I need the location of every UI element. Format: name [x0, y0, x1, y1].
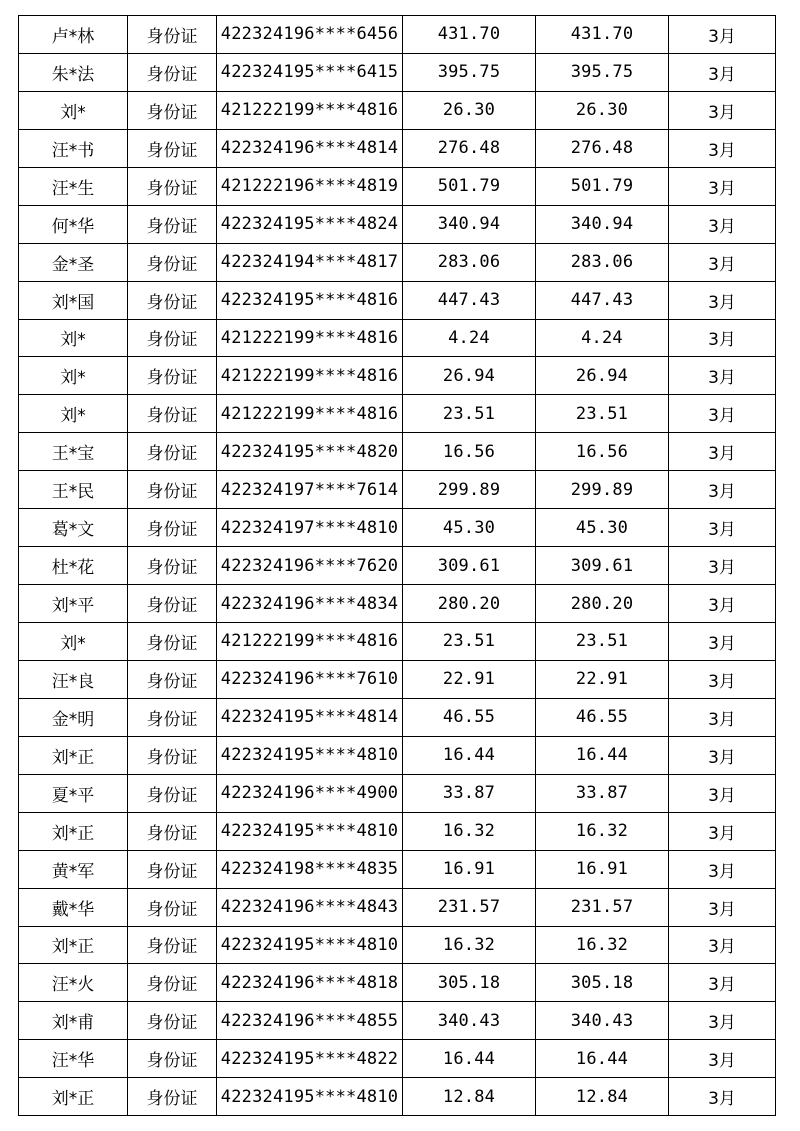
cell-id-type: 身份证: [128, 623, 217, 661]
cell-id-type: 身份证: [128, 1040, 217, 1078]
cell-month: 3月: [669, 471, 776, 509]
cell-id-number: 422324195****4814: [217, 698, 403, 736]
cell-amount: 340.94: [403, 205, 536, 243]
cell-id-number: 422324197****4810: [217, 509, 403, 547]
cell-id-number: 422324196****4814: [217, 129, 403, 167]
cell-id-number: 422324197****7614: [217, 471, 403, 509]
cell-month: 3月: [669, 53, 776, 91]
cell-paid-amount: 309.61: [536, 547, 669, 585]
cell-month: 3月: [669, 205, 776, 243]
cell-id-number: 422324196****4855: [217, 1002, 403, 1040]
cell-id-number: 422324196****7610: [217, 660, 403, 698]
cell-name: 刘*: [19, 319, 128, 357]
cell-paid-amount: 395.75: [536, 53, 669, 91]
cell-month: 3月: [669, 395, 776, 433]
cell-amount: 395.75: [403, 53, 536, 91]
cell-paid-amount: 33.87: [536, 774, 669, 812]
cell-amount: 23.51: [403, 395, 536, 433]
cell-id-type: 身份证: [128, 850, 217, 888]
cell-id-number: 422324196****4900: [217, 774, 403, 812]
cell-name: 卢*林: [19, 16, 128, 54]
cell-month: 3月: [669, 91, 776, 129]
cell-name: 汪*书: [19, 129, 128, 167]
cell-id-number: 422324195****4810: [217, 812, 403, 850]
table-row: [19, 509, 776, 547]
cell-paid-amount: 12.84: [536, 1078, 669, 1116]
table-row: [19, 623, 776, 661]
cell-id-number: 422324195****4810: [217, 926, 403, 964]
table-row: [19, 471, 776, 509]
cell-amount: 305.18: [403, 964, 536, 1002]
cell-id-number: 421222199****4816: [217, 319, 403, 357]
cell-id-type: 身份证: [128, 281, 217, 319]
cell-id-type: 身份证: [128, 698, 217, 736]
cell-amount: 26.30: [403, 91, 536, 129]
table-row: [19, 205, 776, 243]
cell-name: 金*圣: [19, 243, 128, 281]
cell-paid-amount: 16.32: [536, 926, 669, 964]
cell-id-type: 身份证: [128, 167, 217, 205]
cell-name: 黄*军: [19, 850, 128, 888]
table-row: [19, 660, 776, 698]
cell-name: 夏*平: [19, 774, 128, 812]
cell-paid-amount: 16.32: [536, 812, 669, 850]
cell-paid-amount: 16.44: [536, 736, 669, 774]
cell-amount: 12.84: [403, 1078, 536, 1116]
cell-id-number: 422324196****4818: [217, 964, 403, 1002]
cell-amount: 231.57: [403, 888, 536, 926]
table-row: [19, 698, 776, 736]
cell-id-number: 422324195****4822: [217, 1040, 403, 1078]
cell-name: 王*民: [19, 471, 128, 509]
cell-month: 3月: [669, 774, 776, 812]
cell-name: 金*明: [19, 698, 128, 736]
table-row: [19, 433, 776, 471]
table-row: [19, 850, 776, 888]
cell-id-type: 身份证: [128, 1078, 217, 1116]
cell-paid-amount: 23.51: [536, 623, 669, 661]
cell-month: 3月: [669, 547, 776, 585]
cell-amount: 16.32: [403, 926, 536, 964]
cell-paid-amount: 299.89: [536, 471, 669, 509]
cell-paid-amount: 280.20: [536, 585, 669, 623]
cell-id-type: 身份证: [128, 395, 217, 433]
cell-name: 戴*华: [19, 888, 128, 926]
cell-id-type: 身份证: [128, 205, 217, 243]
cell-id-type: 身份证: [128, 319, 217, 357]
cell-paid-amount: 4.24: [536, 319, 669, 357]
cell-id-type: 身份证: [128, 1002, 217, 1040]
cell-name: 汪*火: [19, 964, 128, 1002]
cell-name: 刘*: [19, 623, 128, 661]
cell-name: 刘*甫: [19, 1002, 128, 1040]
cell-paid-amount: 340.43: [536, 1002, 669, 1040]
table-row: [19, 774, 776, 812]
cell-paid-amount: 501.79: [536, 167, 669, 205]
cell-month: 3月: [669, 281, 776, 319]
cell-id-number: 422324194****4817: [217, 243, 403, 281]
table-row: [19, 547, 776, 585]
cell-amount: 340.43: [403, 1002, 536, 1040]
table-row: [19, 395, 776, 433]
cell-amount: 276.48: [403, 129, 536, 167]
table-row: [19, 91, 776, 129]
cell-name: 王*宝: [19, 433, 128, 471]
cell-amount: 22.91: [403, 660, 536, 698]
table-row: [19, 736, 776, 774]
cell-id-number: 421222196****4819: [217, 167, 403, 205]
cell-name: 刘*: [19, 357, 128, 395]
cell-id-type: 身份证: [128, 774, 217, 812]
cell-id-number: 422324196****6456: [217, 16, 403, 54]
table-row: [19, 281, 776, 319]
cell-id-type: 身份证: [128, 509, 217, 547]
cell-amount: 431.70: [403, 16, 536, 54]
cell-month: 3月: [669, 129, 776, 167]
cell-amount: 23.51: [403, 623, 536, 661]
cell-name: 葛*文: [19, 509, 128, 547]
cell-amount: 16.56: [403, 433, 536, 471]
table-row: [19, 319, 776, 357]
cell-month: 3月: [669, 964, 776, 1002]
cell-amount: 4.24: [403, 319, 536, 357]
cell-id-type: 身份证: [128, 357, 217, 395]
table-row: [19, 357, 776, 395]
cell-month: 3月: [669, 698, 776, 736]
cell-id-type: 身份证: [128, 547, 217, 585]
cell-id-number: 422324198****4835: [217, 850, 403, 888]
cell-id-type: 身份证: [128, 129, 217, 167]
cell-id-number: 422324196****4843: [217, 888, 403, 926]
cell-amount: 26.94: [403, 357, 536, 395]
cell-name: 何*华: [19, 205, 128, 243]
cell-amount: 33.87: [403, 774, 536, 812]
cell-id-type: 身份证: [128, 243, 217, 281]
cell-amount: 283.06: [403, 243, 536, 281]
cell-id-type: 身份证: [128, 471, 217, 509]
cell-id-type: 身份证: [128, 660, 217, 698]
cell-month: 3月: [669, 585, 776, 623]
cell-name: 刘*正: [19, 812, 128, 850]
cell-id-number: 422324195****4816: [217, 281, 403, 319]
cell-amount: 46.55: [403, 698, 536, 736]
cell-id-type: 身份证: [128, 53, 217, 91]
cell-id-type: 身份证: [128, 433, 217, 471]
cell-name: 刘*正: [19, 736, 128, 774]
cell-id-number: 421222199****4816: [217, 91, 403, 129]
table-row: [19, 585, 776, 623]
cell-id-number: 422324196****7620: [217, 547, 403, 585]
cell-month: 3月: [669, 16, 776, 54]
cell-id-type: 身份证: [128, 926, 217, 964]
cell-month: 3月: [669, 812, 776, 850]
cell-month: 3月: [669, 736, 776, 774]
cell-paid-amount: 16.44: [536, 1040, 669, 1078]
cell-id-number: 422324195****6415: [217, 53, 403, 91]
cell-amount: 299.89: [403, 471, 536, 509]
table-row: [19, 16, 776, 54]
cell-id-type: 身份证: [128, 888, 217, 926]
table-row: [19, 1002, 776, 1040]
cell-id-number: 422324195****4824: [217, 205, 403, 243]
cell-paid-amount: 46.55: [536, 698, 669, 736]
subsidy-table: [18, 15, 776, 1116]
cell-name: 朱*法: [19, 53, 128, 91]
cell-id-type: 身份证: [128, 16, 217, 54]
cell-month: 3月: [669, 660, 776, 698]
cell-id-number: 421222199****4816: [217, 623, 403, 661]
cell-paid-amount: 26.94: [536, 357, 669, 395]
table-body: [19, 16, 776, 1116]
cell-amount: 45.30: [403, 509, 536, 547]
cell-amount: 280.20: [403, 585, 536, 623]
cell-id-type: 身份证: [128, 736, 217, 774]
cell-month: 3月: [669, 319, 776, 357]
table-row: [19, 964, 776, 1002]
cell-paid-amount: 26.30: [536, 91, 669, 129]
cell-month: 3月: [669, 850, 776, 888]
cell-paid-amount: 23.51: [536, 395, 669, 433]
cell-paid-amount: 447.43: [536, 281, 669, 319]
cell-name: 刘*: [19, 91, 128, 129]
cell-paid-amount: 431.70: [536, 16, 669, 54]
cell-month: 3月: [669, 167, 776, 205]
cell-amount: 16.44: [403, 1040, 536, 1078]
table-row: [19, 167, 776, 205]
cell-paid-amount: 16.91: [536, 850, 669, 888]
cell-id-number: 422324195****4810: [217, 1078, 403, 1116]
cell-amount: 501.79: [403, 167, 536, 205]
table-row: [19, 1040, 776, 1078]
cell-amount: 16.32: [403, 812, 536, 850]
cell-id-number: 421222199****4816: [217, 357, 403, 395]
cell-month: 3月: [669, 623, 776, 661]
cell-month: 3月: [669, 926, 776, 964]
cell-name: 刘*平: [19, 585, 128, 623]
cell-id-number: 422324196****4834: [217, 585, 403, 623]
cell-month: 3月: [669, 243, 776, 281]
cell-paid-amount: 45.30: [536, 509, 669, 547]
table-row: [19, 812, 776, 850]
cell-id-type: 身份证: [128, 964, 217, 1002]
cell-amount: 16.91: [403, 850, 536, 888]
table-row: [19, 129, 776, 167]
cell-name: 汪*华: [19, 1040, 128, 1078]
table-row: [19, 1078, 776, 1116]
cell-paid-amount: 276.48: [536, 129, 669, 167]
table-row: [19, 243, 776, 281]
cell-month: 3月: [669, 888, 776, 926]
cell-name: 刘*正: [19, 926, 128, 964]
cell-id-number: 422324195****4820: [217, 433, 403, 471]
cell-name: 杜*花: [19, 547, 128, 585]
cell-amount: 309.61: [403, 547, 536, 585]
cell-name: 汪*良: [19, 660, 128, 698]
cell-id-number: 422324195****4810: [217, 736, 403, 774]
cell-paid-amount: 283.06: [536, 243, 669, 281]
cell-month: 3月: [669, 357, 776, 395]
cell-paid-amount: 22.91: [536, 660, 669, 698]
cell-name: 刘*正: [19, 1078, 128, 1116]
table-row: [19, 53, 776, 91]
cell-name: 汪*生: [19, 167, 128, 205]
cell-amount: 16.44: [403, 736, 536, 774]
cell-month: 3月: [669, 1078, 776, 1116]
cell-month: 3月: [669, 1002, 776, 1040]
cell-id-type: 身份证: [128, 91, 217, 129]
cell-id-type: 身份证: [128, 812, 217, 850]
cell-name: 刘*: [19, 395, 128, 433]
cell-paid-amount: 340.94: [536, 205, 669, 243]
table-row: [19, 888, 776, 926]
cell-name: 刘*国: [19, 281, 128, 319]
cell-amount: 447.43: [403, 281, 536, 319]
cell-paid-amount: 16.56: [536, 433, 669, 471]
cell-month: 3月: [669, 1040, 776, 1078]
table-row: [19, 926, 776, 964]
cell-paid-amount: 305.18: [536, 964, 669, 1002]
cell-id-type: 身份证: [128, 585, 217, 623]
cell-paid-amount: 231.57: [536, 888, 669, 926]
cell-month: 3月: [669, 509, 776, 547]
cell-id-number: 421222199****4816: [217, 395, 403, 433]
cell-month: 3月: [669, 433, 776, 471]
